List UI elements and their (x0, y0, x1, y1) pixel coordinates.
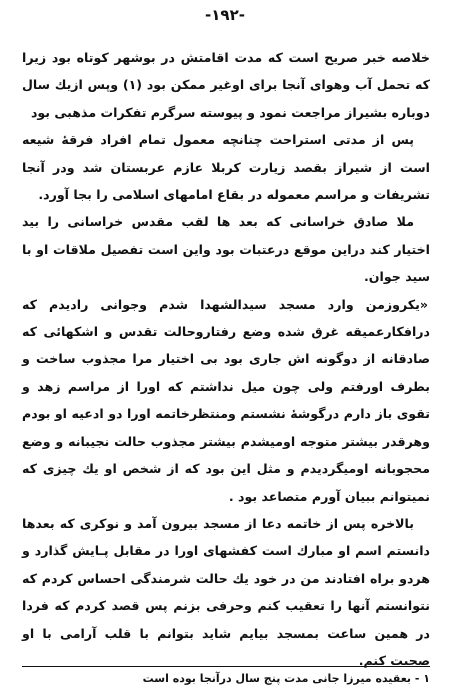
footnote-divider (22, 666, 430, 667)
page-number: -۱۹۲- (205, 6, 245, 24)
footnote: ۱ - بعقیده میرزا جانی مدت پنج سال درآنجا بوده است (142, 672, 430, 685)
paragraph-1: خلاصه خبر صریح است که مدت اقامتش در بوشهر کوتاه بود زیرا که تحمل آب وهوای آنجا برای اوغیر ممکن بود (۱) وپس ازیك سال دوباره بشیراز مراجعت نمود و پیوسته سرگرم تفکرات مذهبی بود (22, 50, 430, 120)
paragraph-4: «یکروزمن وارد مسجد سیدالشهدا شدم وجوانی رادیدم که درافکارعمیقه غرق شده وضع رفتاروحالت تقدس و اشکهائی که صادقانه از دوگونه اش جاری بود بی اختیار مرا مجذوب ساخت و بطرف اورفتم ولی چون میل نداشتم که اورا از مراسم زهد و تقوی باز دارم درگوشهٔ نشستم ومنتظرخاتمه اورا دو ادعیه او بودم وهرقدر بیشتر متوجه اومیشدم بیشتر مجذوب حالت نجیبانه و وضع محجوبانه اومیگردیدم و مثل این بود که از شخص او یك چیزی که نمیتوانم ببیان آورم متصاعد بود . (22, 296, 430, 504)
body-text (22, 44, 430, 674)
paragraph-5: بالاخره پس از خاتمه دعا از مسجد بیرون آمد و نوکری که بعدها دانستم اسم او مبارك است کفشهای اورا در مقابل پـایش گذارد و هردو براه افتادند من در خود یك حالت شرمندگی احساس کردم که نتوانستم آنها را تعقیب کنم وحرفی بزنم پس قصد کردم که فردا در همین ساعت بمسجد بیایم شاید بتوانم با قلب آرامی با او صحبت کنم. (22, 515, 430, 668)
paragraph-2: پس از مدتی استراحت چنانچه معمول تمام افراد فرقهٔ شیعه است از شیراز بقصد زیارت کربلا عازم عربستان شد ودر آنجا تشریفات و مراسم معموله در بقاع امامهای اسلامی را بجا آورد. (22, 132, 430, 203)
paragraph-3: ملا صادق خراسانی که بعد ها لقب مقدس خراسانی را بید اختیار کند دراین موقع درعتبات بود واین است تفصیل ملاقات او با سید جوان. (22, 214, 430, 285)
